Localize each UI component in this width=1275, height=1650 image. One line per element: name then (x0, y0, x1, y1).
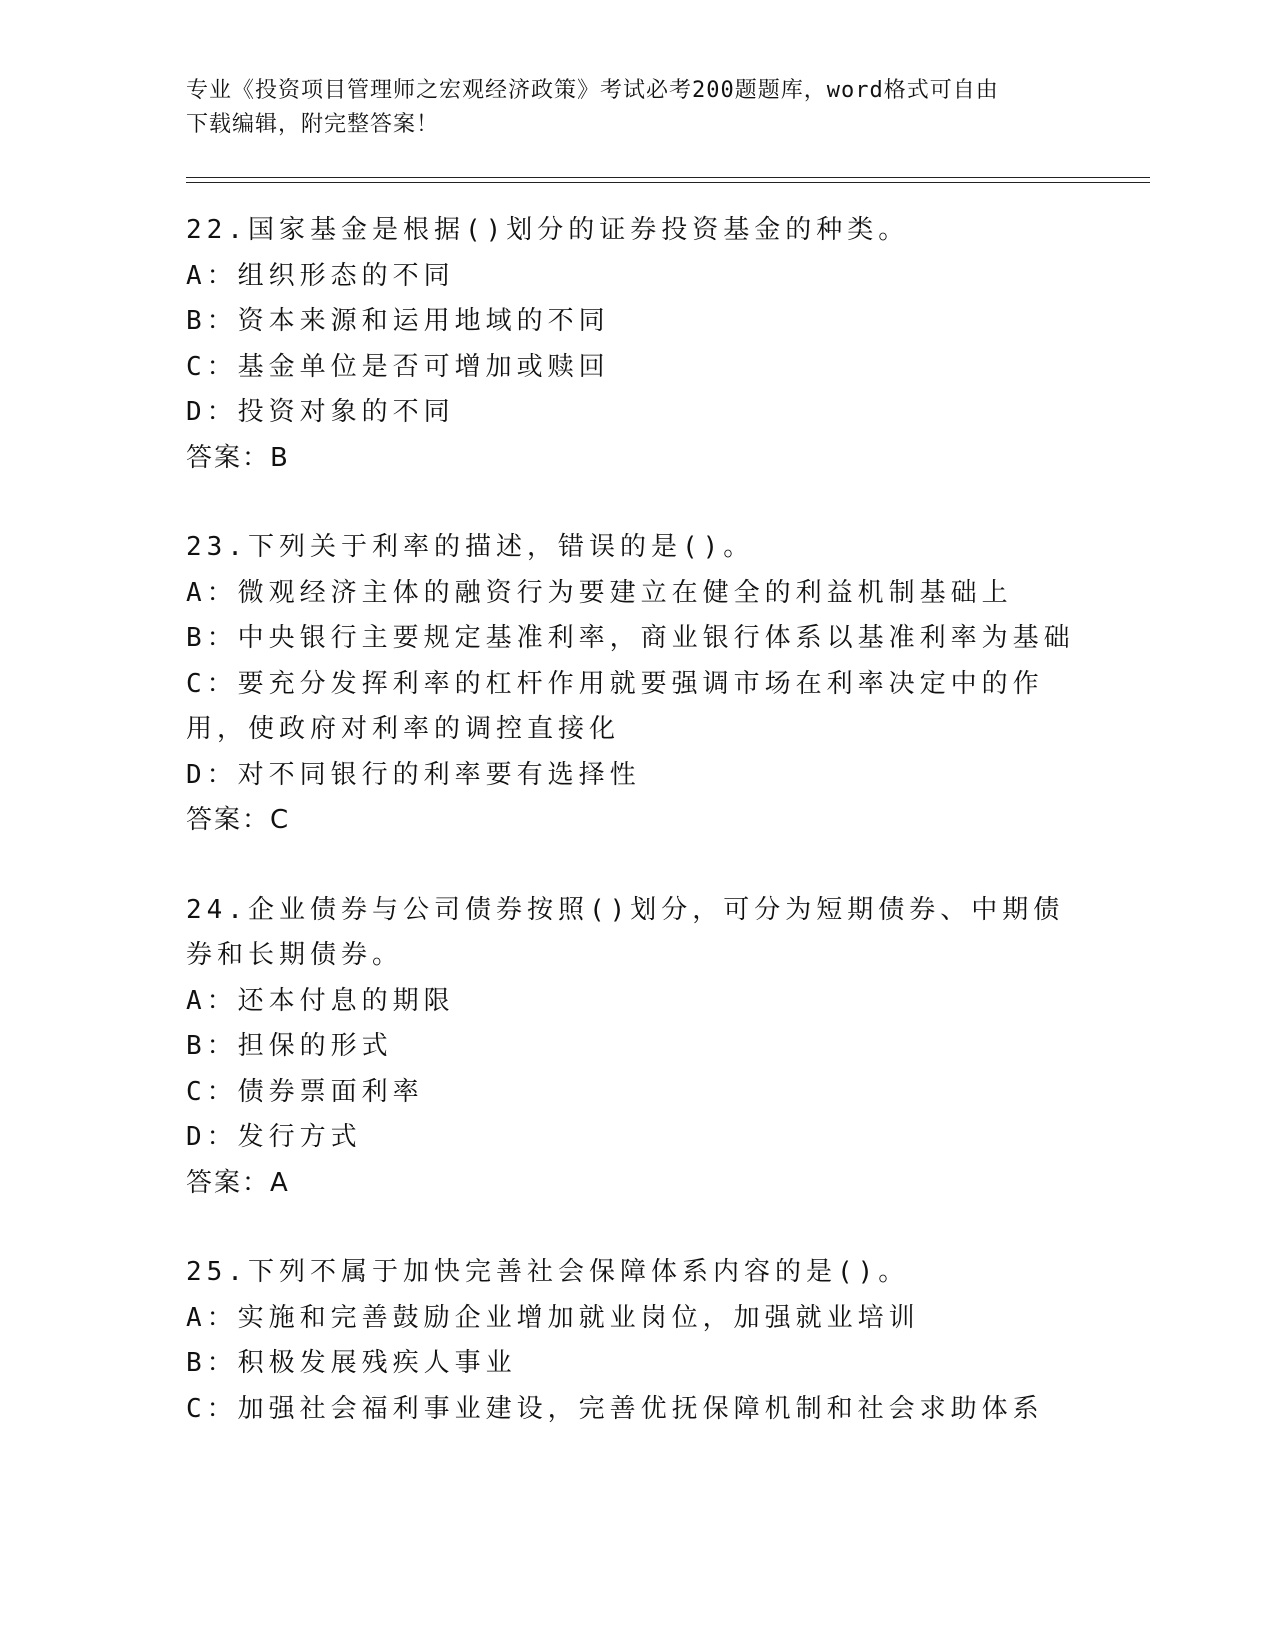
option-c: C：要充分发挥利率的杠杆作用就要强调市场在利率决定中的作用，使政府对利率的调控直接化 (186, 668, 1044, 744)
option-d: D：发行方式 (186, 1122, 362, 1152)
option-c: C：加强社会福利事业建设，完善优抚保障机制和社会求助体系 (186, 1393, 1044, 1424)
question-24 (186, 888, 1086, 1207)
answer: 答案：C (186, 805, 291, 835)
document-header (186, 74, 1066, 142)
question-25 (186, 1250, 1086, 1432)
header-line-2: 下载编辑，附完整答案！ (186, 112, 440, 137)
option-a: A：还本付息的期限 (186, 985, 455, 1016)
option-a: A：微观经济主体的融资行为要建立在健全的利益机制基础上 (186, 577, 1013, 608)
option-c: C：债券票面利率 (186, 1076, 424, 1107)
option-b: B：中央银行主要规定基准利率，商业银行体系以基准利率为基础 (186, 623, 1075, 653)
option-d: D：投资对象的不同 (186, 397, 455, 427)
question-23 (186, 525, 1086, 844)
answer: 答案：B (186, 442, 290, 473)
option-d: D：对不同银行的利率要有选择性 (186, 759, 641, 790)
option-c: C：基金单位是否可增加或赎回 (186, 351, 610, 382)
option-a: A：实施和完善鼓励企业增加就业岗位，加强就业培训 (186, 1302, 920, 1333)
header-divider-bottom (186, 182, 1150, 183)
question-stem: 24.企业债券与公司债券按照()划分，可分为短期债券、中期债券和长期债券。 (186, 894, 1065, 970)
option-b: B：资本来源和运用地域的不同 (186, 306, 610, 336)
header-line-1: 专业《投资项目管理师之宏观经济政策》考试必考200题题库，word格式可自由 (186, 78, 999, 103)
option-b: B：积极发展残疾人事业 (186, 1348, 517, 1378)
question-stem: 22.国家基金是根据()划分的证券投资基金的种类。 (186, 215, 910, 245)
question-list (186, 208, 1086, 1476)
header-divider-top (186, 177, 1150, 178)
option-a: A：组织形态的不同 (186, 260, 455, 291)
answer: 答案：A (186, 1167, 290, 1198)
question-22 (186, 208, 1086, 481)
question-stem: 25.下列不属于加快完善社会保障体系内容的是()。 (186, 1257, 910, 1287)
option-b: B：担保的形式 (186, 1031, 393, 1061)
question-stem: 23.下列关于利率的描述，错误的是()。 (186, 532, 755, 562)
